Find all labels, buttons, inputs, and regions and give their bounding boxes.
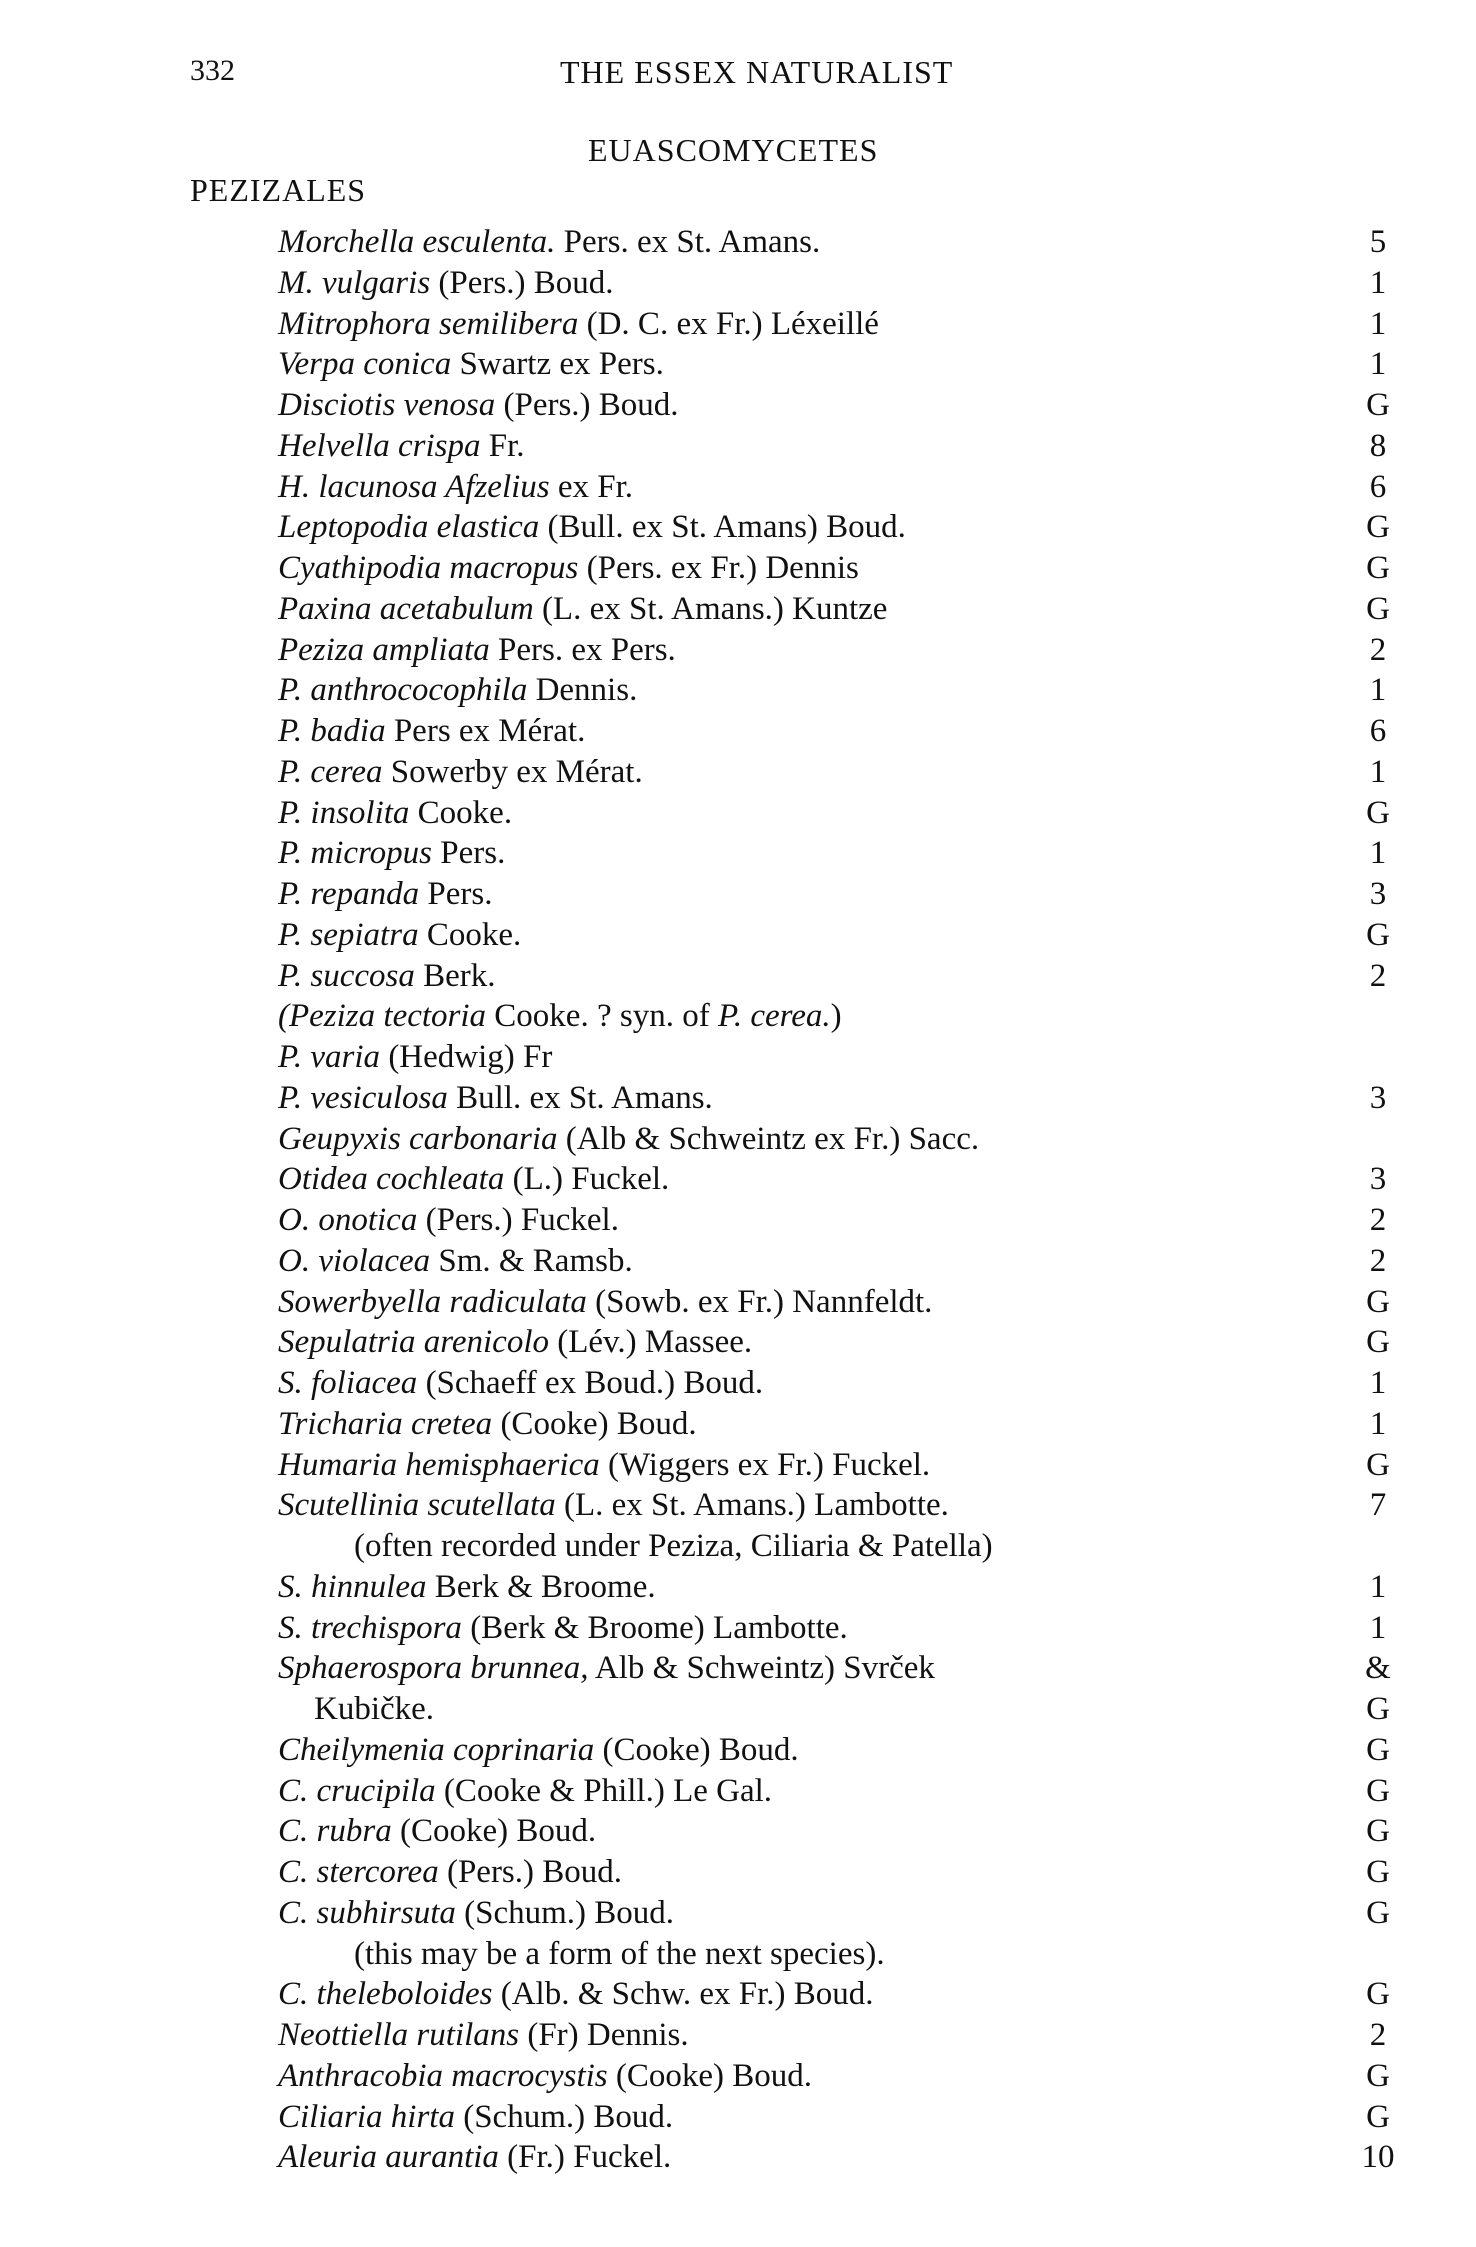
record-value: G xyxy=(1366,1446,1390,1483)
record-value: G xyxy=(1366,509,1390,546)
record-value: G xyxy=(1366,387,1390,423)
species-row xyxy=(278,915,1408,956)
record-value: 8 xyxy=(1369,427,1387,464)
section-title: EUASCOMYCETES xyxy=(588,132,879,168)
species-name xyxy=(278,1811,596,1852)
record-value: G xyxy=(1366,1894,1390,1931)
species-binomial: Tricharia cretea xyxy=(278,1405,493,1442)
species-binomial: Morchella esculenta. xyxy=(278,224,556,260)
species-binomial: Cheilymenia coprinaria xyxy=(278,1731,595,1768)
species-name xyxy=(278,385,679,426)
species-authority: Sm. & Ramsb. xyxy=(430,1242,633,1279)
journal-title: THE ESSEX NATURALIST xyxy=(560,54,954,90)
species-name xyxy=(278,956,496,997)
species-authority: (L. ex St. Amans.) Kuntze xyxy=(533,590,888,627)
species-name xyxy=(278,2056,812,2097)
species-name xyxy=(278,630,676,671)
record-value: 10 xyxy=(1361,2139,1395,2176)
species-row xyxy=(278,1567,1408,1608)
species-authority: (Schum.) Boud. xyxy=(455,1894,675,1931)
species-row xyxy=(278,793,1408,834)
species-row xyxy=(278,1608,1408,1649)
species-authority: (Pers.) Fuckel. xyxy=(417,1202,619,1238)
species-binomial: P. repanda xyxy=(278,876,420,912)
species-name xyxy=(278,1648,935,1689)
species-row xyxy=(278,833,1408,874)
species-authority: Berk & Broome. xyxy=(426,1568,656,1605)
species-authority: ex Fr. xyxy=(549,468,634,505)
species-name xyxy=(278,1567,656,1608)
species-name xyxy=(278,222,820,263)
species-authority: (Alb. & Schw. ex Fr.) Boud. xyxy=(492,1976,874,2013)
species-binomial: P. badia xyxy=(278,713,386,749)
species-row xyxy=(278,711,1408,752)
species-authority: (Fr) Dennis. xyxy=(519,2017,689,2053)
species-name xyxy=(278,915,521,956)
species-row-continuation xyxy=(278,1689,1408,1730)
record-value: 2 xyxy=(1369,1242,1387,1279)
species-name xyxy=(278,1322,752,1363)
record-value: G xyxy=(1366,550,1390,586)
record-value: 3 xyxy=(1369,876,1387,912)
species-authority: Pers. xyxy=(432,835,506,872)
species-name xyxy=(278,1485,949,1526)
species-binomial: Sepulatria arenicolo xyxy=(278,1324,549,1361)
species-row xyxy=(278,1445,1408,1486)
species-binomial: P. micropus xyxy=(278,835,433,872)
species-name xyxy=(278,548,859,589)
species-name xyxy=(278,1852,622,1893)
species-row xyxy=(278,1893,1408,1934)
species-binomial: P. cerea xyxy=(278,753,383,790)
species-row xyxy=(278,956,1408,997)
species-authority: (Pers. ex Fr.) Dennis xyxy=(578,550,859,586)
species-row xyxy=(278,1974,1408,2015)
species-binomial: H. lacunosa Afzelius xyxy=(278,468,550,505)
species-row xyxy=(278,589,1408,630)
species-binomial: S. trechispora xyxy=(278,1609,462,1646)
species-authority: (Hedwig) Fr xyxy=(380,1039,553,1075)
species-authority: (Cooke) Boud. xyxy=(607,2057,813,2094)
species-authority: (Wiggers ex Fr.) Fuckel. xyxy=(599,1446,931,1483)
species-row xyxy=(278,874,1408,915)
species-row xyxy=(278,507,1408,548)
record-value: G xyxy=(1366,1854,1390,1890)
species-authority: Pers ex Mérat. xyxy=(385,713,586,749)
species-binomial: Disciotis venosa xyxy=(278,387,496,423)
species-binomial: P. vesiculosa xyxy=(278,1079,448,1116)
species-binomial: Ciliaria hirta xyxy=(278,2098,455,2135)
species-row xyxy=(278,1037,1408,1078)
species-name xyxy=(278,1159,669,1200)
species-authority: Cooke. ? syn. of xyxy=(486,998,710,1035)
record-value: 2 xyxy=(1369,1202,1387,1238)
record-value: G xyxy=(1366,916,1390,953)
species-binomial: (Peziza tectoria xyxy=(278,998,487,1035)
species-name xyxy=(278,670,637,711)
record-value: 1 xyxy=(1369,1365,1387,1401)
species-binomial: Leptopodia elastica xyxy=(278,509,540,546)
record-value: 2 xyxy=(1369,631,1387,668)
species-binomial: Peziza ampliata xyxy=(278,631,490,668)
species-binomial: S. hinnulea xyxy=(278,1568,427,1605)
species-authority: (Cooke & Phill.) Le Gal. xyxy=(435,1772,773,1809)
record-value: 1 xyxy=(1369,753,1387,790)
species-authority: Pers. ex Pers. xyxy=(489,631,676,668)
species-authority: Cooke. xyxy=(409,794,513,831)
record-value: 1 xyxy=(1369,346,1387,383)
note-text: (often recorded under Peziza, Ciliaria & Patella) xyxy=(354,1528,993,1564)
species-name xyxy=(278,1730,799,1771)
species-row xyxy=(278,1282,1408,1323)
species-row xyxy=(278,1241,1408,1282)
species-binomial: O. onotica xyxy=(278,1202,418,1238)
species-name xyxy=(278,1200,619,1241)
record-value: G xyxy=(1366,1324,1390,1361)
species-binomial: C. crucipila xyxy=(278,1772,436,1809)
synonym-name: P. cerea. xyxy=(717,998,831,1035)
species-binomial: Aleuria aurantia xyxy=(278,2139,499,2176)
record-value: 3 xyxy=(1369,1161,1387,1198)
species-row xyxy=(278,1404,1408,1445)
species-name xyxy=(278,1445,930,1486)
record-value: 5 xyxy=(1369,224,1387,260)
record-value: G xyxy=(1366,1813,1390,1850)
record-value: 1 xyxy=(1369,835,1387,872)
species-row xyxy=(278,1119,1408,1160)
species-binomial: Scutellinia scutellata xyxy=(278,1487,556,1524)
species-row xyxy=(278,1648,1408,1689)
species-binomial: Anthracobia macrocystis xyxy=(278,2057,608,2094)
species-name xyxy=(278,2137,671,2178)
species-row xyxy=(278,222,1408,263)
species-row xyxy=(278,1852,1408,1893)
species-name xyxy=(278,589,887,630)
species-authority: Sowerby ex Mérat. xyxy=(382,753,643,790)
species-name xyxy=(278,1608,848,1649)
species-row xyxy=(278,344,1408,385)
species-row xyxy=(278,2015,1408,2056)
species-binomial: P. succosa xyxy=(278,957,415,994)
species-name xyxy=(278,711,585,752)
record-value: 1 xyxy=(1369,1568,1387,1605)
species-row xyxy=(278,670,1408,711)
species-name xyxy=(278,2097,673,2138)
species-binomial: Otidea cochleata xyxy=(278,1161,505,1198)
species-note xyxy=(278,1934,1408,1975)
record-value: 1 xyxy=(1369,1609,1387,1646)
species-binomial: S. foliacea xyxy=(278,1365,418,1401)
species-row xyxy=(278,1200,1408,1241)
species-binomial: Helvella crispa xyxy=(278,427,481,464)
species-row xyxy=(278,548,1408,589)
species-row xyxy=(278,752,1408,793)
record-value: G xyxy=(1366,1731,1390,1768)
record-value: G xyxy=(1366,1976,1390,2013)
species-row xyxy=(278,996,1408,1037)
species-name xyxy=(278,344,664,385)
species-name xyxy=(278,1037,552,1078)
species-authority: (Cooke) Boud. xyxy=(492,1405,697,1442)
species-authority: (L. ex St. Amans.) Lambotte. xyxy=(555,1487,949,1524)
species-authority: Alb & Schweintz) Svrček xyxy=(588,1650,935,1687)
species-authority: (L.) Fuckel. xyxy=(504,1161,670,1198)
record-value: G xyxy=(1366,2098,1390,2135)
species-authority: Swartz ex Pers. xyxy=(451,346,664,383)
species-row xyxy=(278,1730,1408,1771)
species-binomial: P. varia xyxy=(278,1039,381,1075)
species-binomial: O. violacea xyxy=(278,1242,431,1279)
species-authority: (D. C. ex Fr.) Léxeillé xyxy=(578,305,879,342)
species-binomial: P. sepiatra xyxy=(278,916,419,953)
species-name xyxy=(278,1893,674,1934)
record-value: 2 xyxy=(1369,2017,1387,2053)
species-authority: Bull. ex St. Amans. xyxy=(447,1079,713,1116)
note-text: (this may be a form of the next species). xyxy=(354,1935,885,1972)
record-value: G xyxy=(1366,1283,1390,1320)
record-value: 2 xyxy=(1369,957,1387,994)
species-row xyxy=(278,630,1408,671)
species-name xyxy=(278,263,614,304)
species-authority: (Pers.) Boud. xyxy=(438,1854,623,1890)
species-authority: (Schum.) Boud. xyxy=(454,2098,674,2135)
species-row xyxy=(278,263,1408,304)
record-value: G xyxy=(1366,1772,1390,1809)
species-binomial: Geupyxis carbonaria xyxy=(278,1120,558,1157)
species-authority: Fr. xyxy=(480,427,525,464)
record-value: 1 xyxy=(1369,1405,1387,1442)
species-binomial: C. subhirsuta xyxy=(278,1894,456,1931)
species-binomial: Paxina acetabulum xyxy=(278,590,534,627)
species-list xyxy=(278,222,1408,2178)
species-binomial: C. rubra xyxy=(278,1813,392,1850)
species-name xyxy=(278,793,512,834)
species-row xyxy=(278,1771,1408,1812)
species-row xyxy=(278,1322,1408,1363)
species-name xyxy=(278,2015,689,2056)
species-name xyxy=(278,1119,979,1160)
species-name xyxy=(278,1404,697,1445)
record-value: & xyxy=(1365,1650,1391,1687)
species-binomial: C. theleboloides xyxy=(278,1976,493,2013)
species-row xyxy=(278,1078,1408,1119)
species-row xyxy=(278,1363,1408,1404)
species-binomial: Sowerbyella radiculata xyxy=(278,1283,587,1320)
page-number: 332 xyxy=(190,54,235,87)
species-name xyxy=(278,1974,873,2015)
species-authority: (Schaeff ex Boud.) Boud. xyxy=(417,1365,764,1401)
species-authority: (Berk & Broome) Lambotte. xyxy=(461,1609,848,1646)
species-row xyxy=(278,2097,1408,2138)
species-name xyxy=(278,1771,772,1812)
species-name xyxy=(278,1363,763,1404)
species-name xyxy=(278,304,879,345)
species-authority: Pers. ex St. Amans. xyxy=(555,224,821,260)
species-binomial: Verpa conica xyxy=(278,346,452,383)
species-row xyxy=(278,304,1408,345)
species-binomial: Cyathipodia macropus xyxy=(278,550,579,586)
species-binomial: Humaria hemisphaerica xyxy=(278,1446,600,1483)
record-value: G xyxy=(1366,590,1390,627)
species-note xyxy=(278,1526,1408,1567)
species-name xyxy=(278,752,643,793)
species-row xyxy=(278,426,1408,467)
record-value: 1 xyxy=(1369,305,1387,342)
author-continuation: Kubičke. xyxy=(314,1691,435,1727)
species-name xyxy=(278,1241,633,1282)
species-binomial: M. vulgaris xyxy=(278,264,431,301)
species-authority: (Alb & Schweintz ex Fr.) Sacc. xyxy=(557,1120,980,1157)
species-authority: (Bull. ex St. Amans) Boud. xyxy=(539,509,906,546)
order-title: PEZIZALES xyxy=(190,172,367,208)
species-name xyxy=(278,467,633,508)
page-header xyxy=(190,54,1370,98)
species-row xyxy=(278,2137,1408,2178)
species-row xyxy=(278,1159,1408,1200)
record-value: G xyxy=(1366,1691,1390,1727)
record-value: 1 xyxy=(1369,264,1387,301)
species-name xyxy=(278,1282,932,1323)
species-authority: (Cooke) Boud. xyxy=(594,1731,799,1768)
record-value: 1 xyxy=(1369,672,1387,709)
species-authority: (Fr.) Fuckel. xyxy=(498,2139,672,2176)
species-row xyxy=(278,1485,1408,1526)
species-authority: Berk. xyxy=(414,957,496,994)
species-binomial: P. anthrococophila xyxy=(278,672,528,709)
record-value: G xyxy=(1366,794,1390,831)
species-authority: (Sowb. ex Fr.) Nannfeldt. xyxy=(586,1283,933,1320)
species-authority: (Pers.) Boud. xyxy=(495,387,679,423)
species-name xyxy=(278,426,525,467)
species-binomial: Mitrophora semilibera xyxy=(278,305,579,342)
species-authority: (Pers.) Boud. xyxy=(430,264,614,301)
species-name xyxy=(278,996,842,1037)
species-authority: Cooke. xyxy=(418,916,522,953)
species-authority: (Cooke) Boud. xyxy=(391,1813,597,1850)
species-row xyxy=(278,385,1408,426)
species-name xyxy=(278,1078,713,1119)
species-authority: (Lév.) Massee. xyxy=(549,1324,753,1361)
record-value: 3 xyxy=(1369,1079,1387,1116)
species-row xyxy=(278,2056,1408,2097)
species-binomial: C. stercorea xyxy=(278,1854,439,1890)
species-binomial: Neottiella rutilans xyxy=(278,2017,520,2053)
species-binomial: Sphaerospora brunnea, xyxy=(278,1650,589,1687)
closing-paren: ) xyxy=(830,998,842,1035)
species-binomial: P. insolita xyxy=(278,794,410,831)
species-authority: Dennis. xyxy=(527,672,638,709)
species-name xyxy=(278,874,493,915)
species-row xyxy=(278,1811,1408,1852)
record-value: 7 xyxy=(1369,1487,1387,1524)
species-name xyxy=(278,507,906,548)
record-value: G xyxy=(1366,2057,1390,2094)
record-value: 6 xyxy=(1369,468,1387,505)
species-row xyxy=(278,467,1408,508)
species-name xyxy=(278,833,505,874)
species-authority: Pers. xyxy=(419,876,493,912)
record-value: 6 xyxy=(1369,713,1387,749)
